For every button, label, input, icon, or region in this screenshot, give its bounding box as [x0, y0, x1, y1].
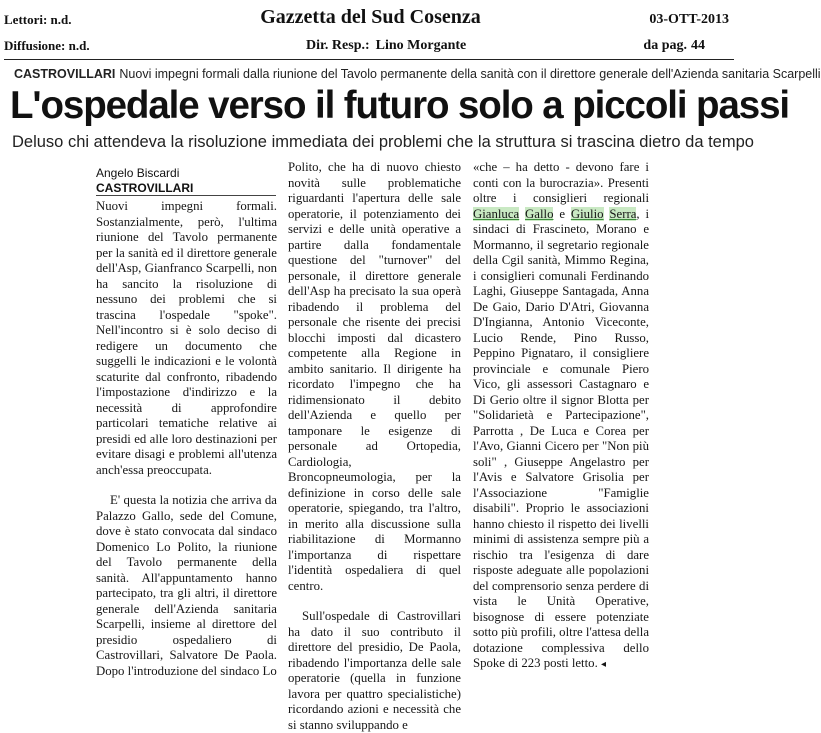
article-column-2 — [288, 160, 461, 733]
page-reference — [643, 38, 705, 54]
text-run: «che – ha detto - devono fare i conti con la burocrazia». Presenti oltre i consiglieri regionali — [473, 160, 649, 205]
end-of-article-icon: ◂ — [600, 659, 607, 670]
editor-in-chief — [306, 38, 466, 54]
article-kicker — [14, 67, 821, 81]
issue-date: 03-OTT-2013 — [649, 12, 729, 27]
paragraph: Sull'ospedale di Castrovillari ha dato il suo contributo il direttore del presidio, De Paola, ribadendo l'importanza delle sale operatorie (quella in funzione lavora per quattro specialistiche) ricordando azioni e necessità che si stanno sviluppando e — [288, 609, 461, 732]
text-run: e — [559, 206, 566, 221]
masthead — [0, 0, 741, 66]
byline-divider — [96, 195, 276, 196]
circulation: Diffusione: n.d. — [4, 38, 90, 53]
article-column-1 — [96, 199, 277, 679]
editor-label: Dir. Resp.: — [306, 38, 370, 53]
page-number: 44 — [691, 38, 705, 53]
page-label: da pag. — [643, 38, 687, 53]
masthead-divider — [4, 59, 734, 60]
paragraph: E' questa la notizia che arriva da Palazzo Gallo, sede del Comune, dove è stato convocata dal sindaco Domenico Lo Polito, la riunione del Tavolo permanente della sanità. All'appuntamento hanno partecipato, tra gli altri, il direttore generale dell'Azienda sanitaria Scarpelli, insieme al direttore del presidio ospedaliero di Castrovillari, Salvatore De Paola. Dopo l'introduzione del sindaco Lo — [96, 493, 277, 678]
paragraph: Polito, che ha di nuovo chiesto novità sulle problematiche riguardanti l'apertura delle sale operatorie, il potenziamento dei servizi e delle unità operative a partire dalla fondamentale questione del "turnover" del personale, il direttore generale dell'Asp ha precisato la sua operà ribadendo il problema del personale che risente dei precisi blocchi imposti dal dicastero competente alla Regione in ambito sanitario. Il dirigente ha ricordato l'impegno che ha ridimensionato il debito dell'Azienda e quello per tamponare le esigenze di personale ad Ortopedia, Cardiologia, Broncopneumologia, per la definizione in corso delle sale operatorie, spiegando, tra l'altro, in merito alla discussione sulla riabilitazione di Mormanno l'importanza di rispettare l'identità ospedaliera di quel centro. — [288, 160, 461, 593]
text-run: , i sindaci di Frascineto, Morano e Mormanno, il segretario regionale della Cgil sanità, Mimmo Regina, i consiglieri comunali Ferdinando Laghi, Giuseppe Santagada, Anna De Gaio, Dario D'Atri, Giovanna D'Ingianna, Antonio Viceconte, Lucio Rende, Pino Russo, Peppino Pignataro, il consigliere provinciale e comunale Piero Vico, gli assessori Castagnaro e Di Gerio oltre il signor Blotta per "Solidarietà e Partecipazione", Parrotta , De Luca e Corea per l'Avo, Gianni Cicero per "Non più soli" , Giuseppe Angelastro per l'Avis e Salvatore Grisolia per l'Associazione "Famiglie disabili". Proprio le associazioni hanno chiesto il rispetto dei livelli minimi di assistenza sempre più a rischio tra l'esigenza di dare risposte adeguate alle popolazioni del comprensorio senza perdere di vista le Unità Operative, bisognose di essere potenziate sotto più profili, oltre l'attesa della dotazione complessiva dello Spoke di 223 posti letto. — [473, 206, 650, 670]
kicker-text: Nuovi impegni formali dalla riunione del Tavolo permanente della sanità con il direttore generale dell'Azienda sanitaria Scarpelli — [119, 67, 821, 81]
highlighted-name: Serra — [609, 206, 637, 221]
newspaper-title: Gazzetta del Sud Cosenza — [260, 6, 481, 28]
article-column-3 — [473, 160, 649, 673]
masthead-row-bottom — [0, 38, 741, 58]
editor-name: Lino Morgante — [375, 38, 467, 53]
highlighted-name: Giulio — [570, 206, 604, 221]
article-subheadline: Deluso chi attendeva la risoluzione immediata dei problemi che la struttura si trascina dietro da tempo — [12, 133, 754, 151]
author-name: Angelo Biscardi — [96, 166, 180, 180]
masthead-row-top — [0, 6, 741, 32]
paragraph: Nuovi impegni formali. Sostanzialmente, però, l'ultima riunione del Tavolo permanente per la sanità ed il direttore generale dell'Asp, Gianfranco Scarpelli, non ha sancito la risoluzione di nessuno dei problemi che si trascina l'ospedale "spoke". Nell'incontro si è solo deciso di redigere un documento che suggelli le indicazioni e le volontà scaturite dal confronto, ribadendo l'impostazione d'indirizzo e la necessità di approfondire particolari tematiche relative ai presidi ed alle loro destinazioni per evitare disagi e problemi all'utenza anch'essa preoccupata. — [96, 199, 277, 477]
highlighted-name: Gianluca — [473, 206, 520, 221]
byline — [96, 166, 193, 196]
dateline: CASTROVILLARI — [96, 181, 194, 195]
highlighted-name: Gallo — [525, 206, 554, 221]
article-headline: L'ospedale verso il futuro solo a piccoli passi — [10, 84, 790, 127]
paragraph — [473, 160, 649, 673]
readers-count: Lettori: n.d. — [4, 12, 72, 27]
kicker-place: CASTROVILLARI — [14, 67, 116, 81]
